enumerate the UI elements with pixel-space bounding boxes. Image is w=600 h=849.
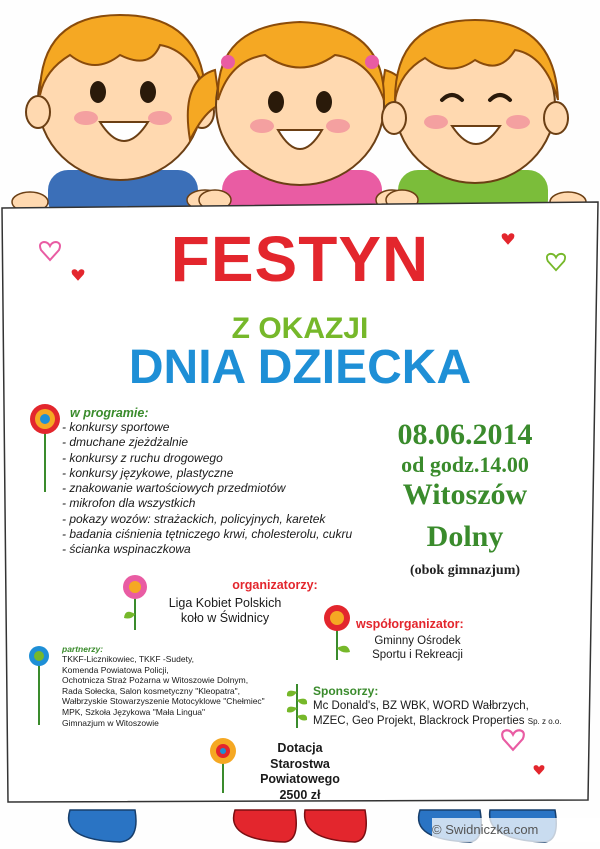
partners-list [62,654,265,728]
event-date: 08.06.2014 [397,418,533,451]
grant-amount: 2500 zł [279,787,321,802]
program-item: - znakowanie wartościowych przedmiotów [62,481,286,496]
event-place-line2: Dolny [426,520,504,553]
sponsors-list [313,699,573,729]
grant-line1: Dotacja [277,741,323,755]
title-dnia-dziecka: DNIA DZIECKA [128,341,472,394]
partner-item: Wałbrzyskie Stowarzyszenie Motocyklowe "Chełmiec" [62,696,265,707]
program-item: - konkursy językowe, plastyczne [62,465,234,480]
plant-icon [284,680,310,728]
program-item: - mikrofon dla wszystkich [62,496,196,511]
flower-icon [28,402,62,492]
organizer-line1: Liga Kobiet Polskich [168,596,282,610]
event-place-note: (obok gimnazjum) [409,563,521,578]
partner-item: MPK, Szkoła Językowa "Mała Lingua" [62,706,206,717]
program-heading: w programie: [70,406,149,420]
sponsors-heading: Sponsorzy: [313,684,379,698]
partner-item: Ochotnicza Straż Pożarna w Witoszowie Dolnym, [62,675,249,686]
sponsors-line2 [313,714,573,729]
girl-middle-figure [188,22,412,215]
organizer-heading: organizatorzy: [232,578,318,592]
coorganizer-name [340,634,495,662]
coorganizer-line2: Sportu i Rekreacji [372,649,463,661]
partners-heading: partnerzy: [62,644,104,654]
heart-icon [500,728,526,752]
program-item: - dmuchane zjeżdżalnie [62,435,189,450]
program-item: - konkursy sportowe [62,420,170,434]
organizer-name [150,596,300,626]
program-list [62,420,352,558]
partner-item: Rada Sołecka, Salon kosmetyczny "Kleopatra", [62,685,241,696]
flower-icon [120,574,150,630]
sponsors-line1: Mc Donald's, BZ WBK, WORD Wałbrzych, [313,700,529,712]
organizer-line2: koło w Świdnicy [180,611,270,625]
title-festyn: FESTYN [170,223,430,295]
coorganizer-heading: współorganizator: [356,617,464,631]
partner-item: Gimnazjum w Witoszowie [62,717,159,728]
kids-illustration [0,0,600,215]
partner-item: Komenda Powiatowa Policji, [62,664,169,675]
program-item: - ścianka wspinaczkowa [62,542,191,557]
flower-icon [28,645,50,725]
partner-item: TKKF-Licznikowiec, TKKF -Sudety, [62,654,194,664]
program-item: - konkursy z ruchu drogowego [62,450,223,465]
coorganizer-line1: Gminny Ośrodek [374,635,461,647]
title-z-okazji: Z OKAZJI [231,312,369,345]
boy-left-figure [26,15,214,215]
program-item: - badania ciśnienia tętniczego krwi, cholesterolu, cukru [62,527,353,542]
boy-right-figure [382,20,568,215]
watermark: © Swidniczka.com [432,818,600,842]
event-place-line1: Witoszów [402,478,528,511]
heart-icon [532,764,546,776]
sponsors-line2-suffix: Sp. z o.o. [527,717,562,726]
sponsors-line2-text: MZEC, Geo Projekt, Blackrock Properties [313,715,525,727]
grant-line2: Starostwa Powiatowego [260,756,340,786]
event-time: od godz.14.00 [401,452,529,477]
program-item: - pokazy wozów: strażackich, policyjnych, karetek [62,511,326,526]
